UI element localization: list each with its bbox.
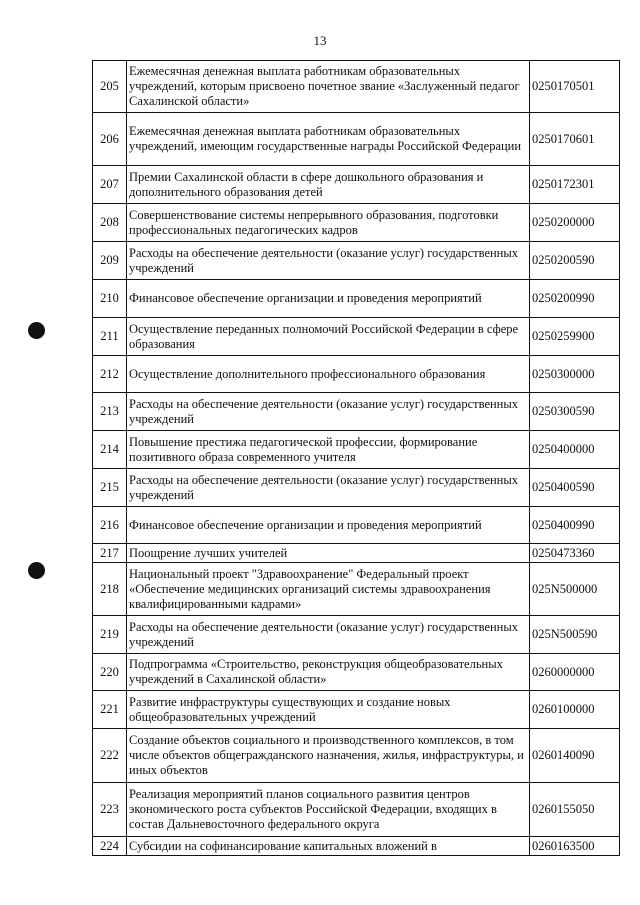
page-number: 13	[313, 33, 327, 48]
table-body	[93, 61, 620, 856]
row-code: 0260140090	[530, 729, 620, 783]
row-code: 0250400990	[530, 507, 620, 544]
table-row	[93, 654, 620, 691]
row-description: Расходы на обеспечение деятельности (оказание услуг) государственных учреждений	[127, 616, 530, 654]
table-row	[93, 431, 620, 469]
row-code: 0250400590	[530, 469, 620, 507]
row-code: 0250259900	[530, 318, 620, 356]
row-number: 208	[93, 204, 127, 242]
row-description: Развитие инфраструктуры существующих и создание новых общеобразовательных учреждений	[127, 691, 530, 729]
row-code: 0250200990	[530, 280, 620, 318]
table-row	[93, 469, 620, 507]
row-description: Повышение престижа педагогической профессии, формирование позитивного образа современного учителя	[127, 431, 530, 469]
row-number: 219	[93, 616, 127, 654]
row-code: 0260155050	[530, 783, 620, 837]
row-code: 0260100000	[530, 691, 620, 729]
table-row	[93, 242, 620, 280]
table-row	[93, 616, 620, 654]
row-number: 214	[93, 431, 127, 469]
row-number: 224	[93, 837, 127, 856]
row-description: Премии Сахалинской области в сфере дошкольного образования и дополнительного образования детей	[127, 166, 530, 204]
table-row	[93, 563, 620, 616]
row-number: 220	[93, 654, 127, 691]
row-number: 210	[93, 280, 127, 318]
table-row	[93, 61, 620, 113]
row-description: Подпрограмма «Строительство, реконструкция общеобразовательных учреждений в Сахалинской области»	[127, 654, 530, 691]
table-row	[93, 783, 620, 837]
row-description: Осуществление дополнительного профессионального образования	[127, 356, 530, 393]
row-code: 0250170501	[530, 61, 620, 113]
row-number: 216	[93, 507, 127, 544]
row-description: Реализация мероприятий планов социального развития центров экономического роста субъектов Российской Федерации, входящих в состав Дальневосточного федерального округа	[127, 783, 530, 837]
row-code: 0250473360	[530, 544, 620, 563]
table-row	[93, 318, 620, 356]
table-row	[93, 280, 620, 318]
row-description: Осуществление переданных полномочий Российской Федерации в сфере образования	[127, 318, 530, 356]
row-description: Субсидии на софинансирование капитальных вложений в	[127, 837, 530, 856]
table-row	[93, 837, 620, 856]
table-row	[93, 729, 620, 783]
row-code: 025N500000	[530, 563, 620, 616]
row-code: 0260000000	[530, 654, 620, 691]
row-description: Поощрение лучших учителей	[127, 544, 530, 563]
row-description: Расходы на обеспечение деятельности (оказание услуг) государственных учреждений	[127, 393, 530, 431]
row-number: 218	[93, 563, 127, 616]
row-code: 0250200000	[530, 204, 620, 242]
row-number: 223	[93, 783, 127, 837]
punch-hole-mark	[28, 562, 45, 579]
row-description: Финансовое обеспечение организации и проведения мероприятий	[127, 507, 530, 544]
row-code: 025N500590	[530, 616, 620, 654]
row-number: 215	[93, 469, 127, 507]
table-row	[93, 356, 620, 393]
row-description: Создание объектов социального и производственного комплексов, в том числе объектов общегражданского назначения, жилья, инфраструктуры, и иных объектов	[127, 729, 530, 783]
row-number: 212	[93, 356, 127, 393]
row-code: 0250170601	[530, 113, 620, 166]
row-code: 0250300000	[530, 356, 620, 393]
row-number: 207	[93, 166, 127, 204]
row-code: 0250300590	[530, 393, 620, 431]
punch-hole-mark	[28, 322, 45, 339]
table-row	[93, 544, 620, 563]
budget-classification-table	[92, 60, 620, 856]
table-row	[93, 204, 620, 242]
table-row	[93, 393, 620, 431]
row-description: Ежемесячная денежная выплата работникам образовательных учреждений, которым присвоено почетное звание «Заслуженный педагог Сахалинской области»	[127, 61, 530, 113]
row-description: Финансовое обеспечение организации и проведения мероприятий	[127, 280, 530, 318]
row-description: Ежемесячная денежная выплата работникам образовательных учреждений, имеющим государственные награды Российской Федерации	[127, 113, 530, 166]
row-code: 0250400000	[530, 431, 620, 469]
row-code: 0250200590	[530, 242, 620, 280]
row-description: Расходы на обеспечение деятельности (оказание услуг) государственных учреждений	[127, 242, 530, 280]
table-row	[93, 166, 620, 204]
row-number: 209	[93, 242, 127, 280]
row-description: Расходы на обеспечение деятельности (оказание услуг) государственных учреждений	[127, 469, 530, 507]
row-number: 221	[93, 691, 127, 729]
row-code: 0250172301	[530, 166, 620, 204]
row-number: 205	[93, 61, 127, 113]
row-description: Совершенствование системы непрерывного образования, подготовки профессиональных педагогических кадров	[127, 204, 530, 242]
table-row	[93, 507, 620, 544]
table-row	[93, 691, 620, 729]
row-number: 211	[93, 318, 127, 356]
row-code: 0260163500	[530, 837, 620, 856]
row-number: 217	[93, 544, 127, 563]
row-description: Национальный проект "Здравоохранение" Федеральный проект «Обеспечение медицинских организаций системы здравоохранения квалифицированными кадрами»	[127, 563, 530, 616]
row-number: 206	[93, 113, 127, 166]
row-number: 222	[93, 729, 127, 783]
table-row	[93, 113, 620, 166]
row-number: 213	[93, 393, 127, 431]
